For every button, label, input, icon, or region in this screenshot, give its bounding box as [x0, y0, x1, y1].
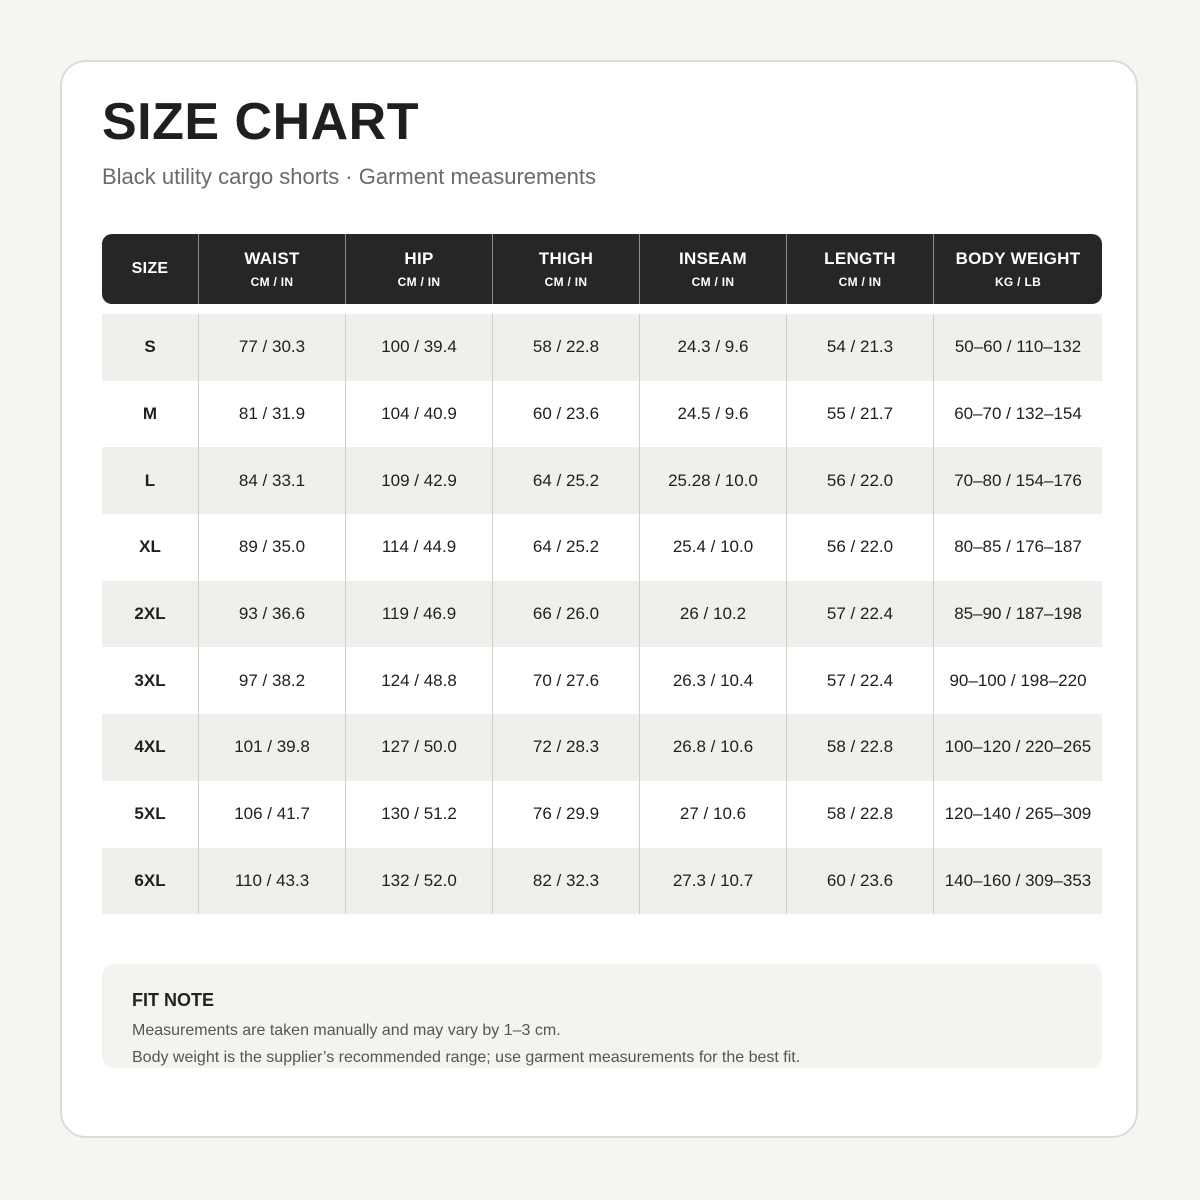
- header-label: HIP: [404, 249, 434, 268]
- header-length: [787, 234, 934, 304]
- cell-body-weight: 60–70 / 132–154: [954, 404, 1082, 424]
- header-unit: CM / IN: [691, 275, 735, 289]
- cell-body-weight: 90–100 / 198–220: [949, 670, 1087, 690]
- size-chart-card: [60, 60, 1138, 1138]
- table-row: [102, 714, 1102, 781]
- cell-length: 58 / 22.8: [787, 714, 934, 781]
- header-thigh: [493, 234, 640, 304]
- header-unit: CM / IN: [250, 275, 294, 289]
- cell-size: 3XL: [102, 647, 199, 714]
- header-size: [102, 234, 199, 304]
- cell-inseam: 25.28 / 10.0: [640, 447, 787, 514]
- cell-waist: 84 / 33.1: [199, 447, 346, 514]
- cell-thigh: 60 / 23.6: [493, 381, 640, 448]
- cell-thigh: 64 / 25.2: [493, 447, 640, 514]
- cell-size: 5XL: [102, 781, 199, 848]
- cell-length: 57 / 22.4: [787, 581, 934, 648]
- header-inseam: [640, 234, 787, 304]
- page-subtitle: Black utility cargo shorts · Garment measurements: [102, 164, 596, 189]
- cell-inseam: 26 / 10.2: [640, 581, 787, 648]
- cell-body-weight: 85–90 / 187–198: [954, 604, 1082, 624]
- cell-length: 57 / 22.4: [787, 647, 934, 714]
- cell-size: 6XL: [102, 848, 199, 915]
- header-unit: CM / IN: [838, 275, 882, 289]
- cell-inseam: 25.4 / 10.0: [640, 514, 787, 581]
- header-label: LENGTH: [824, 249, 896, 268]
- cell-hip: 127 / 50.0: [346, 714, 493, 781]
- cell-hip: 114 / 44.9: [346, 514, 493, 581]
- cell-body-weight: 140–160 / 309–353: [944, 870, 1092, 890]
- cell-inseam: 26.8 / 10.6: [640, 714, 787, 781]
- header-unit: CM / IN: [397, 275, 441, 289]
- cell-hip: 109 / 42.9: [346, 447, 493, 514]
- header-waist: [199, 234, 346, 304]
- cell-thigh: 64 / 25.2: [493, 514, 640, 581]
- cell-size: M: [102, 381, 199, 448]
- table-body: [102, 314, 1102, 914]
- cell-hip: 104 / 40.9: [346, 381, 493, 448]
- table-row: [102, 848, 1102, 915]
- cell-body-weight: 50–60 / 110–132: [954, 337, 1082, 357]
- cell-thigh: 76 / 29.9: [493, 781, 640, 848]
- cell-thigh: 66 / 26.0: [493, 581, 640, 648]
- cell-length: 60 / 23.6: [787, 848, 934, 915]
- cell-size: 2XL: [102, 581, 199, 648]
- cell-thigh: 72 / 28.3: [493, 714, 640, 781]
- cell-body-weight: 70–80 / 154–176: [954, 470, 1082, 490]
- cell-thigh: 82 / 32.3: [493, 848, 640, 915]
- table-row: [102, 581, 1102, 648]
- fit-note-line: Measurements are taken manually and may vary by 1–3 cm.: [132, 1022, 561, 1039]
- page-title: SIZE CHART: [102, 93, 419, 151]
- cell-size: XL: [102, 514, 199, 581]
- table-row: [102, 781, 1102, 848]
- table-row: [102, 314, 1102, 381]
- cell-inseam: 24.5 / 9.6: [640, 381, 787, 448]
- cell-waist: 93 / 36.6: [199, 581, 346, 648]
- cell-inseam: 27 / 10.6: [640, 781, 787, 848]
- table-row: [102, 381, 1102, 448]
- cell-inseam: 27.3 / 10.7: [640, 848, 787, 915]
- cell-size: 4XL: [102, 714, 199, 781]
- header-label: WAIST: [244, 249, 300, 268]
- cell-size: L: [102, 447, 199, 514]
- cell-length: 55 / 21.7: [787, 381, 934, 448]
- header-unit: CM / IN: [544, 275, 588, 289]
- cell-hip: 119 / 46.9: [346, 581, 493, 648]
- header-label: INSEAM: [679, 249, 747, 268]
- cell-length: 58 / 22.8: [787, 781, 934, 848]
- cell-hip: 124 / 48.8: [346, 647, 493, 714]
- cell-thigh: 70 / 27.6: [493, 647, 640, 714]
- cell-waist: 101 / 39.8: [199, 714, 346, 781]
- header-body-weight: [934, 234, 1102, 304]
- cell-waist: 89 / 35.0: [199, 514, 346, 581]
- cell-length: 56 / 22.0: [787, 447, 934, 514]
- header-unit: KG / LB: [994, 275, 1042, 289]
- cell-body-weight: 120–140 / 265–309: [944, 804, 1092, 824]
- cell-waist: 77 / 30.3: [199, 314, 346, 381]
- cell-thigh: 58 / 22.8: [493, 314, 640, 381]
- cell-size: S: [102, 314, 199, 381]
- table-row: [102, 447, 1102, 514]
- cell-body-weight: 100–120 / 220–265: [944, 737, 1092, 757]
- cell-waist: 110 / 43.3: [199, 848, 346, 915]
- header-label: SIZE: [131, 260, 169, 277]
- cell-hip: 130 / 51.2: [346, 781, 493, 848]
- cell-inseam: 26.3 / 10.4: [640, 647, 787, 714]
- cell-hip: 132 / 52.0: [346, 848, 493, 915]
- table-row: [102, 647, 1102, 714]
- header-label: THIGH: [538, 249, 594, 268]
- cell-waist: 81 / 31.9: [199, 381, 346, 448]
- cell-waist: 106 / 41.7: [199, 781, 346, 848]
- cell-length: 54 / 21.3: [787, 314, 934, 381]
- cell-hip: 100 / 39.4: [346, 314, 493, 381]
- table-row: [102, 514, 1102, 581]
- cell-waist: 97 / 38.2: [199, 647, 346, 714]
- table-header: [102, 234, 1102, 304]
- cell-inseam: 24.3 / 9.6: [640, 314, 787, 381]
- cell-length: 56 / 22.0: [787, 514, 934, 581]
- fit-note-line: Body weight is the supplier’s recommended range; use garment measurements for the best fit.: [132, 1049, 801, 1066]
- cell-body-weight: 80–85 / 176–187: [954, 537, 1082, 557]
- header-hip: [346, 234, 493, 304]
- header-label: BODY WEIGHT: [955, 249, 1081, 268]
- fit-note: [102, 964, 1102, 1068]
- fit-note-title: FIT NOTE: [132, 990, 214, 1010]
